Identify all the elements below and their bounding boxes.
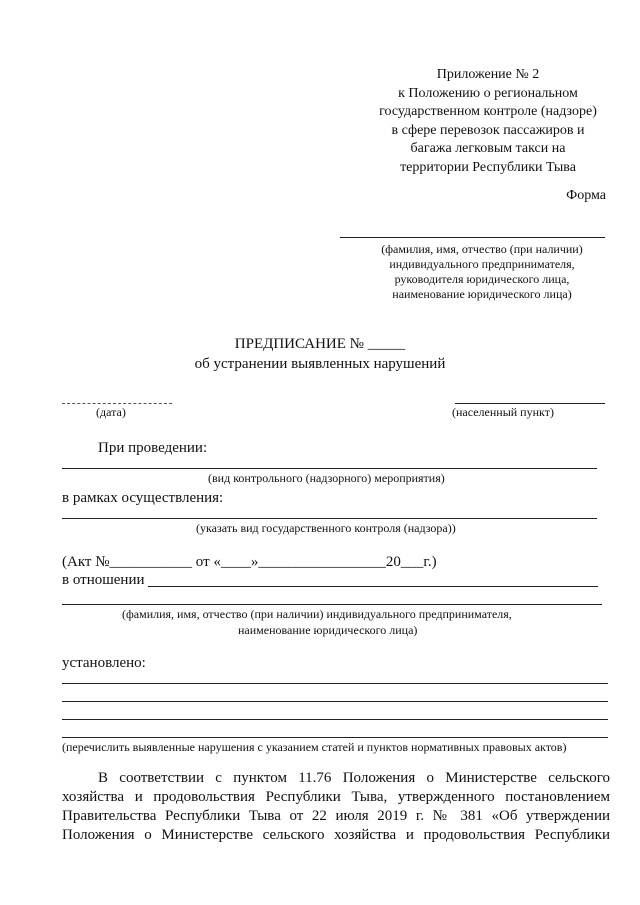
legal-paragraph	[62, 769, 610, 845]
form-label: Форма	[566, 188, 606, 203]
violations-caption: (перечислить выявленные нарушения с указанием статей и пунктов нормативных правовых актов)	[62, 740, 567, 754]
event-type-caption: (вид контрольного (надзорного) мероприятия)	[208, 471, 445, 485]
addressee-caption-line: индивидуального предпринимателя,	[389, 257, 575, 271]
appendix-line: к Положению о региональном	[398, 85, 578, 101]
violations-field-line-3[interactable]	[62, 719, 608, 720]
appendix-header	[352, 66, 624, 177]
conducting-label: При проведении:	[98, 440, 208, 456]
appendix-line: территории Республики Тыва	[400, 159, 576, 175]
addressee-caption-line: руководителя юридического лица,	[394, 272, 570, 286]
document-title: ПРЕДПИСАНИЕ № _____	[234, 336, 406, 352]
violations-field-line-4[interactable]	[62, 737, 608, 738]
addressee-caption-line: наименование юридического лица)	[392, 287, 572, 301]
appendix-line: в сфере перевозок пассажиров и	[391, 122, 585, 138]
within-label: в рамках осуществления:	[62, 490, 224, 506]
date-caption: (дата)	[96, 405, 126, 419]
regarding-caption-1: (фамилия, имя, отчество (при наличии) индивидуального предпринимателя,	[122, 607, 512, 621]
appendix-line: багажа легковым такси на	[410, 141, 566, 156]
established-label: установлено:	[62, 655, 146, 671]
date-field-line[interactable]	[62, 403, 172, 404]
paragraph-line: Положения о Министерстве сельского хозяйства и продовольствия Республики	[62, 827, 610, 843]
paragraph-line: хозяйства и продовольствия Республики Тыва, утвержденного постановлением	[62, 789, 610, 805]
regarding-label: в отношении	[62, 572, 145, 588]
addressee-field-line[interactable]	[340, 237, 605, 238]
event-type-field-line[interactable]	[62, 468, 597, 469]
control-type-field-line[interactable]	[62, 518, 597, 519]
violations-field-line-1[interactable]	[62, 683, 608, 684]
appendix-line: Приложение № 2	[436, 67, 540, 82]
regarding-field-line[interactable]	[148, 586, 598, 587]
regarding-field-line-2[interactable]	[62, 604, 602, 605]
act-line: (Акт №___________ от «____»_________________20___г.)	[62, 554, 437, 570]
paragraph-line: Правительства Республики Тыва от 22 июля 2019 г. № 381 «Об утверждении	[62, 808, 610, 824]
paragraph-line: В соответствии с пунктом 11.76 Положения о Министерстве сельского	[98, 770, 610, 786]
document-subtitle: об устранении выявленных нарушений	[194, 356, 446, 372]
control-type-caption: (указать вид государственного контроля (надзора))	[196, 521, 456, 535]
violations-field-line-2[interactable]	[62, 701, 608, 702]
addressee-caption-line: (фамилия, имя, отчество (при наличии)	[381, 242, 583, 256]
place-field-line[interactable]	[455, 403, 605, 404]
addressee-caption	[352, 242, 612, 302]
regarding-caption-2: наименование юридического лица)	[238, 623, 418, 637]
place-caption: (населенный пункт)	[452, 405, 554, 419]
appendix-line: государственном контроле (надзоре)	[379, 104, 597, 119]
